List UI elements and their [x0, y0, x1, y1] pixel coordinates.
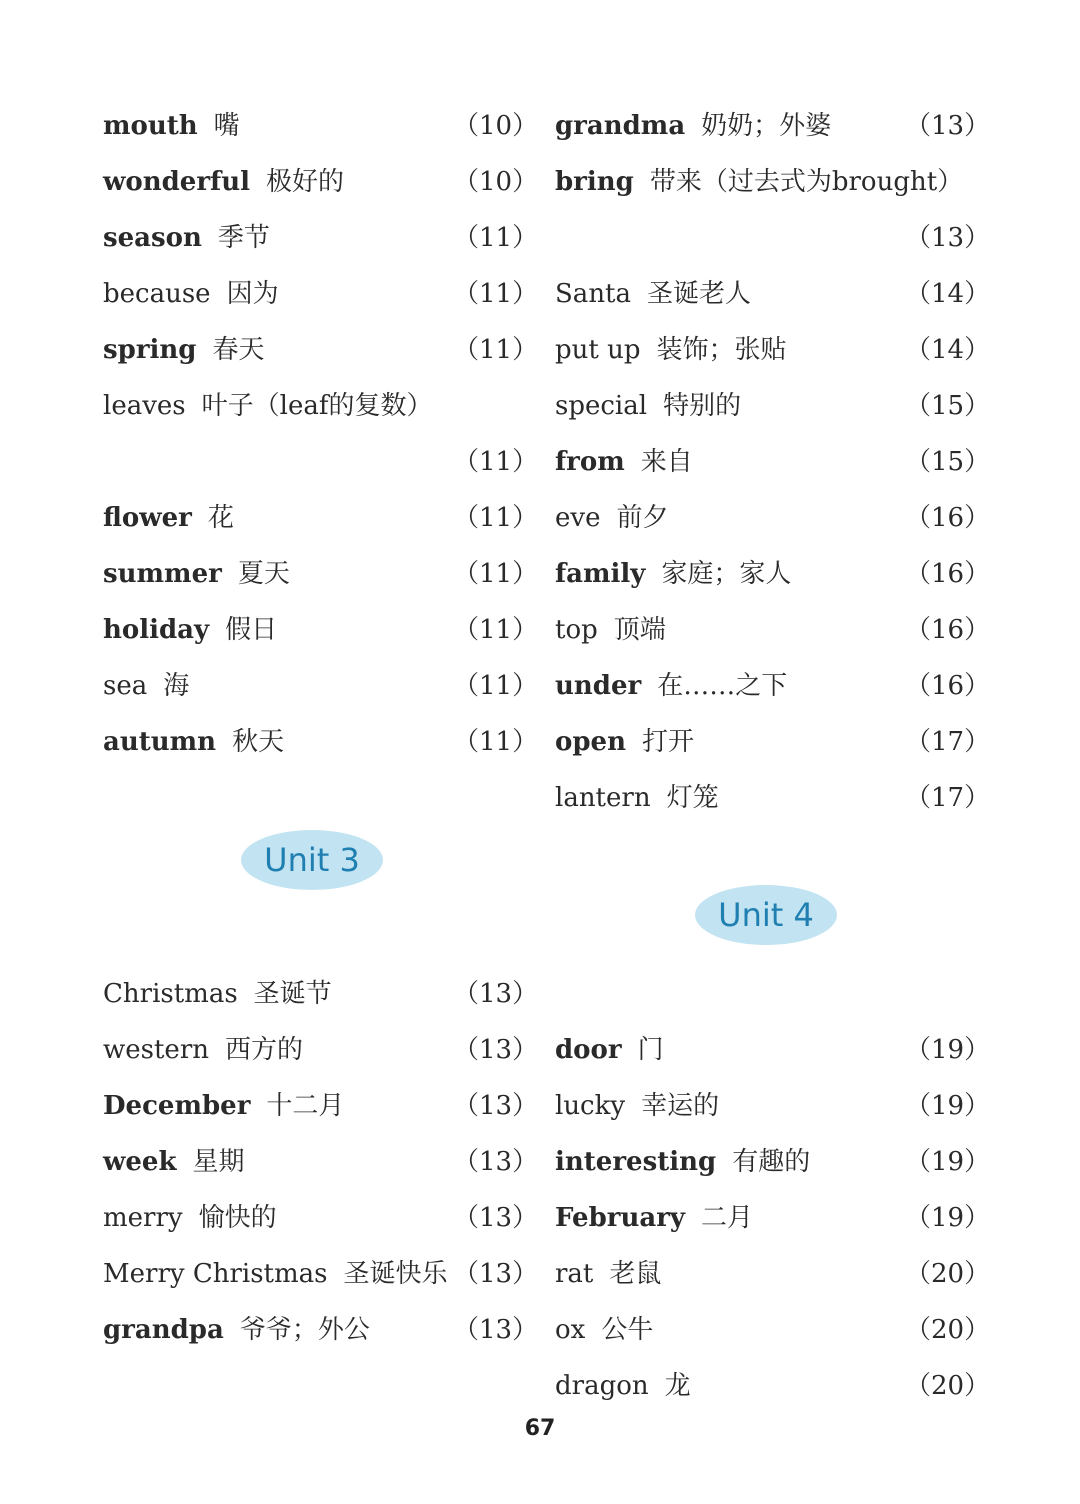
vocab-page-ref: （17）	[905, 727, 991, 757]
vocab-meaning: 前夕	[616, 503, 669, 533]
unit-3-badge: Unit 3	[241, 830, 383, 890]
vocab-word: week	[103, 1147, 177, 1177]
right-vocab-column	[555, 98, 991, 1414]
vocab-word: Santa	[555, 279, 632, 309]
vocab-entry	[555, 1022, 991, 1078]
left-vocab-column	[103, 98, 539, 1358]
vocab-page-ref: （13）	[905, 111, 991, 141]
vocab-meaning: 幸运的	[641, 1091, 720, 1121]
vocab-page-ref: （14）	[905, 335, 991, 365]
vocab-meaning: 十二月	[266, 1091, 345, 1121]
vocab-page-ref: （16）	[905, 503, 991, 533]
vocab-meaning: 带来（过去式为brought）	[649, 167, 964, 197]
vocab-page-ref: （15）	[905, 447, 991, 477]
vocab-entry	[103, 210, 539, 266]
vocab-meaning: 顶端	[613, 615, 666, 645]
vocab-meaning: 圣诞老人	[647, 279, 752, 309]
vocab-page-ref: （11）	[453, 503, 539, 533]
vocab-page-ref: （13）	[453, 1259, 539, 1289]
vocab-entry	[555, 546, 991, 602]
vocab-entry	[103, 1190, 539, 1246]
vocab-page-ref: （11）	[453, 223, 539, 253]
vocab-word: wonderful	[103, 167, 251, 197]
vocab-page-ref: （11）	[453, 671, 539, 701]
vocab-page-ref: （13）	[905, 223, 991, 253]
vocab-page-ref: （19）	[905, 1091, 991, 1121]
vocab-page-ref: （16）	[905, 559, 991, 589]
vocab-entry	[103, 266, 539, 322]
vocab-entry	[555, 322, 991, 378]
vocab-entry	[555, 210, 991, 266]
vocab-entry	[103, 154, 539, 210]
vocab-word: February	[555, 1203, 686, 1233]
vocab-meaning: 季节	[217, 223, 270, 253]
vocab-entry	[555, 1246, 991, 1302]
vocab-entry	[103, 434, 539, 490]
vocab-page-ref: （10）	[453, 111, 539, 141]
vocab-word: flower	[103, 503, 192, 533]
vocab-meaning: 西方的	[225, 1035, 304, 1065]
vocab-meaning: 公牛	[601, 1315, 654, 1345]
vocab-meaning: 门	[637, 1035, 664, 1065]
vocab-entry	[555, 714, 991, 770]
vocab-word: rat	[555, 1259, 594, 1289]
vocab-page-ref: （16）	[905, 615, 991, 645]
vocab-page-ref: （19）	[905, 1203, 991, 1233]
vocab-word: open	[555, 727, 626, 757]
vocab-word: top	[555, 615, 598, 645]
vocab-page-ref: （13）	[453, 1091, 539, 1121]
vocab-entry	[555, 1134, 991, 1190]
vocab-entry	[103, 658, 539, 714]
vocab-page-ref: （11）	[453, 559, 539, 589]
page-number: 67	[524, 1416, 556, 1441]
vocab-page-ref: （11）	[453, 447, 539, 477]
vocab-meaning: 二月	[701, 1203, 754, 1233]
vocab-entry	[103, 1022, 539, 1078]
vocab-meaning: 星期	[192, 1147, 245, 1177]
vocab-page-ref: （19）	[905, 1147, 991, 1177]
vocab-entry	[555, 1358, 991, 1414]
vocab-word: from	[555, 447, 625, 477]
vocab-word: spring	[103, 335, 197, 365]
vocab-word: grandma	[555, 111, 686, 141]
vocab-entry	[555, 1190, 991, 1246]
vocab-page-ref: （19）	[905, 1035, 991, 1065]
vocab-page-ref: （11）	[453, 615, 539, 645]
vocab-meaning: 极好的	[266, 167, 345, 197]
vocab-entry	[103, 1246, 539, 1302]
vocab-entry	[103, 490, 539, 546]
vocab-entry	[103, 714, 539, 770]
vocab-word: dragon	[555, 1371, 649, 1401]
vocab-entry	[555, 98, 991, 154]
vocab-meaning: 圣诞节	[253, 979, 332, 1009]
unit-4-badge: Unit 4	[695, 885, 837, 945]
vocab-entry	[555, 378, 991, 434]
vocab-list-unit-3-right	[555, 98, 991, 826]
vocab-meaning: 圣诞快乐	[343, 1259, 448, 1289]
vocab-meaning: 叶子（leaf的复数）	[201, 391, 433, 421]
vocab-meaning: 因为	[226, 279, 279, 309]
vocab-meaning: 打开	[641, 727, 694, 757]
vocab-word: door	[555, 1035, 622, 1065]
unit-4-heading-area	[555, 826, 975, 1022]
vocab-word: under	[555, 671, 642, 701]
vocab-page-ref: （14）	[905, 279, 991, 309]
vocab-meaning: 老鼠	[609, 1259, 662, 1289]
vocab-entry	[103, 1302, 539, 1358]
vocab-meaning: 夏天	[237, 559, 290, 589]
unit-3-heading-area	[103, 770, 523, 966]
vocab-page-ref: （11）	[453, 279, 539, 309]
vocab-word: season	[103, 223, 202, 253]
vocab-entry	[103, 1078, 539, 1134]
vocab-word: special	[555, 391, 648, 421]
vocab-page-ref: （17）	[905, 783, 991, 813]
vocab-page-ref: （11）	[453, 727, 539, 757]
vocab-word: lucky	[555, 1091, 626, 1121]
vocab-word: holiday	[103, 615, 210, 645]
vocab-page-ref: （10）	[453, 167, 539, 197]
vocab-meaning: 海	[163, 671, 190, 701]
vocab-meaning: 装饰；张贴	[656, 335, 787, 365]
vocab-entry	[103, 98, 539, 154]
vocab-word: December	[103, 1091, 251, 1121]
vocab-page-ref: （20）	[905, 1371, 991, 1401]
vocab-meaning: 来自	[640, 447, 693, 477]
vocab-entry	[555, 658, 991, 714]
vocab-word: put up	[555, 335, 641, 365]
vocab-entry	[555, 1302, 991, 1358]
vocab-word: lantern	[555, 783, 651, 813]
vocab-meaning: 愉快的	[198, 1203, 277, 1233]
vocab-meaning: 灯笼	[666, 783, 719, 813]
vocab-page-ref: （20）	[905, 1259, 991, 1289]
vocab-word: sea	[103, 671, 148, 701]
vocab-word: merry	[103, 1203, 183, 1233]
vocab-word: eve	[555, 503, 601, 533]
vocab-meaning: 家庭；家人	[661, 559, 792, 589]
vocab-entry	[555, 154, 975, 210]
vocab-meaning: 奶奶；外婆	[701, 111, 832, 141]
vocab-list-unit-4	[555, 1022, 991, 1414]
vocab-word: grandpa	[103, 1315, 224, 1345]
vocab-word: because	[103, 279, 211, 309]
vocab-word: mouth	[103, 111, 198, 141]
vocab-word: leaves	[103, 391, 186, 421]
vocab-entry	[555, 602, 991, 658]
vocab-list-unit-3	[103, 966, 539, 1358]
vocab-entry	[103, 322, 539, 378]
vocab-meaning: 在……之下	[657, 671, 788, 701]
vocab-page-ref: （13）	[453, 979, 539, 1009]
vocab-word: ox	[555, 1315, 586, 1345]
vocab-meaning: 花	[207, 503, 234, 533]
vocab-meaning: 嘴	[213, 111, 240, 141]
vocab-page-ref: （13）	[453, 1035, 539, 1065]
vocab-entry	[555, 490, 991, 546]
vocab-meaning: 春天	[212, 335, 265, 365]
vocab-word: autumn	[103, 727, 217, 757]
vocab-page-ref: （11）	[453, 335, 539, 365]
vocab-page-ref: （13）	[453, 1315, 539, 1345]
vocab-meaning: 假日	[225, 615, 278, 645]
vocab-list-unit-2-left	[103, 98, 539, 770]
vocab-entry	[555, 770, 991, 826]
vocab-entry	[103, 602, 539, 658]
vocab-page-ref: （13）	[453, 1203, 539, 1233]
vocab-meaning: 龙	[664, 1371, 691, 1401]
vocab-page-ref: （13）	[453, 1147, 539, 1177]
vocab-word: Merry Christmas	[103, 1259, 328, 1289]
vocab-word: family	[555, 559, 646, 589]
vocab-meaning: 爷爷；外公	[239, 1315, 370, 1345]
vocab-meaning: 有趣的	[732, 1147, 811, 1177]
vocab-entry	[555, 1078, 991, 1134]
vocab-entry	[103, 966, 539, 1022]
vocab-word: summer	[103, 559, 222, 589]
vocab-page-ref: （16）	[905, 671, 991, 701]
vocab-word: interesting	[555, 1147, 717, 1177]
vocab-entry	[555, 434, 991, 490]
vocab-page-ref: （15）	[905, 391, 991, 421]
vocab-word: Christmas	[103, 979, 238, 1009]
vocab-word: western	[103, 1035, 209, 1065]
vocab-meaning: 特别的	[663, 391, 742, 421]
vocab-word: bring	[555, 167, 634, 197]
vocab-entry	[103, 546, 539, 602]
vocab-page-ref: （20）	[905, 1315, 991, 1345]
vocab-entry	[103, 1134, 539, 1190]
vocab-entry	[555, 266, 991, 322]
vocab-entry	[103, 378, 523, 434]
vocab-meaning: 秋天	[232, 727, 285, 757]
